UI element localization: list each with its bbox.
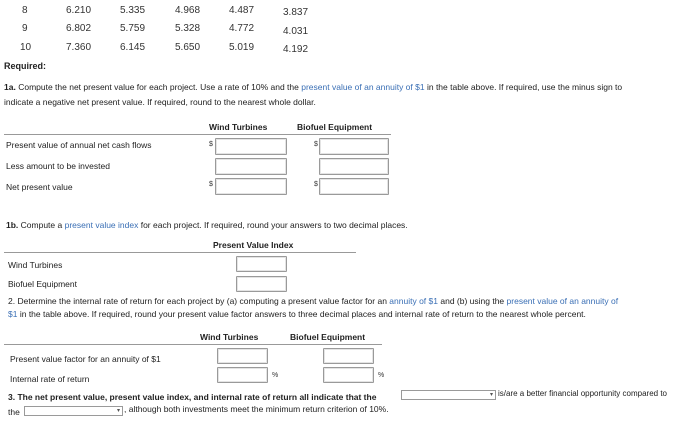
- table-cell: 5.650: [175, 42, 201, 53]
- q1a-instructions-line2: indicate a negative net present value. If required, round to the nearest whole dollar.: [4, 97, 316, 107]
- q1b-col-pv-index: Present Value Index: [213, 240, 294, 250]
- table-cell: 3.837: [283, 7, 309, 18]
- table-cell: 5.019: [229, 42, 255, 53]
- biofuel-irr-input[interactable]: [323, 367, 374, 383]
- wind-irr-input[interactable]: [217, 367, 268, 383]
- q2-col-biofuel: Biofuel Equipment: [290, 332, 366, 342]
- chevron-down-icon: ▾: [116, 408, 120, 414]
- currency-symbol: $: [209, 141, 213, 148]
- q1b-row-label: Biofuel Equipment: [8, 279, 77, 289]
- q1a-row-label: Present value of annual net cash flows: [6, 140, 152, 150]
- biofuel-amount-invested-input[interactable]: [319, 158, 389, 175]
- q1a-col-wind-turbines: Wind Turbines: [209, 122, 268, 132]
- table-cell: 5.335: [120, 5, 146, 16]
- table-cell: 7.360: [66, 42, 92, 53]
- table-cell: 6.210: [66, 5, 92, 16]
- currency-symbol: $: [314, 181, 318, 188]
- pv-annuity-link[interactable]: present value of an annuity of $1: [301, 82, 425, 92]
- table-cell: 4.031: [283, 26, 309, 37]
- pv-annuity-link-2[interactable]: present value of an annuity of: [506, 296, 619, 306]
- required-heading: Required:: [4, 61, 47, 71]
- q3-text-part1: 3. The net present value, present value index, and internal rate of return all indicate that the: [8, 392, 377, 402]
- table-cell: 4.772: [229, 23, 255, 34]
- period-cell: 9: [22, 23, 28, 34]
- pv-index-link[interactable]: present value index: [64, 220, 139, 230]
- q1a-row-label: Less amount to be invested: [6, 161, 110, 171]
- biofuel-pv-cash-flows-input[interactable]: [319, 138, 389, 155]
- table-cell: 5.328: [175, 23, 201, 34]
- q2-row-label: Present value factor for an annuity of $1: [10, 354, 161, 364]
- wind-pv-cash-flows-input[interactable]: [215, 138, 287, 155]
- biofuel-npv-input[interactable]: [319, 178, 389, 195]
- q3-better-option-dropdown[interactable]: [401, 390, 496, 400]
- table-cell: 6.145: [120, 42, 146, 53]
- q2-col-wind-turbines: Wind Turbines: [200, 332, 259, 342]
- q3-text-part3: the: [8, 407, 20, 417]
- q3-text-part4: , although both investments meet the minimum return criterion of 10%.: [124, 404, 389, 414]
- currency-symbol: $: [209, 181, 213, 188]
- biofuel-pv-index-input[interactable]: [236, 276, 287, 292]
- percent-symbol: %: [272, 372, 279, 379]
- q1b-row-label: Wind Turbines: [8, 260, 63, 270]
- q2-instructions-line1: 2. Determine the internal rate of return for each project by (a) computing a present value factor for an annuity of $1 and (b) using the present value of an annuity of: [8, 296, 619, 306]
- q1a-header-divider: [4, 134, 391, 135]
- table-cell: 5.759: [120, 23, 146, 34]
- table-cell: 6.802: [66, 23, 92, 34]
- biofuel-pv-factor-input[interactable]: [323, 348, 374, 364]
- chevron-down-icon: ▾: [489, 392, 493, 398]
- q2-instructions-line2: $1 in the table above. If required, round your present value factor answers to three decimal places and internal rate of return to the nearest whole percent.: [8, 309, 586, 319]
- wind-npv-input[interactable]: [215, 178, 287, 195]
- pv-annuity-link-3[interactable]: $1: [8, 309, 18, 319]
- q3-other-option-dropdown[interactable]: [24, 406, 123, 416]
- period-cell: 8: [22, 5, 28, 16]
- q2-row-label: Internal rate of return: [10, 374, 90, 384]
- q1b-instructions: 1b. Compute a present value index for each project. If required, round your answers to two decimal places.: [6, 220, 408, 230]
- currency-symbol: $: [314, 141, 318, 148]
- wind-pv-index-input[interactable]: [236, 256, 287, 272]
- period-cell: 10: [20, 42, 32, 53]
- wind-pv-factor-input[interactable]: [217, 348, 268, 364]
- q1a-col-biofuel: Biofuel Equipment: [297, 122, 373, 132]
- wind-amount-invested-input[interactable]: [215, 158, 287, 175]
- table-cell: 4.968: [175, 5, 201, 16]
- table-cell: 4.487: [229, 5, 255, 16]
- percent-symbol: %: [378, 372, 385, 379]
- table-cell: 4.192: [283, 44, 309, 55]
- q1a-row-label: Net present value: [6, 182, 73, 192]
- annuity-link[interactable]: annuity of $1: [389, 296, 438, 306]
- q2-header-divider: [4, 344, 382, 345]
- q3-text-part2: is/are a better financial opportunity compared to: [498, 389, 667, 398]
- q1b-header-divider: [4, 252, 356, 253]
- q1a-instructions-line1: 1a. Compute the net present value for each project. Use a rate of 10% and the present value of an annuity of $1 in the table above. If required, use the minus sign to: [4, 82, 623, 92]
